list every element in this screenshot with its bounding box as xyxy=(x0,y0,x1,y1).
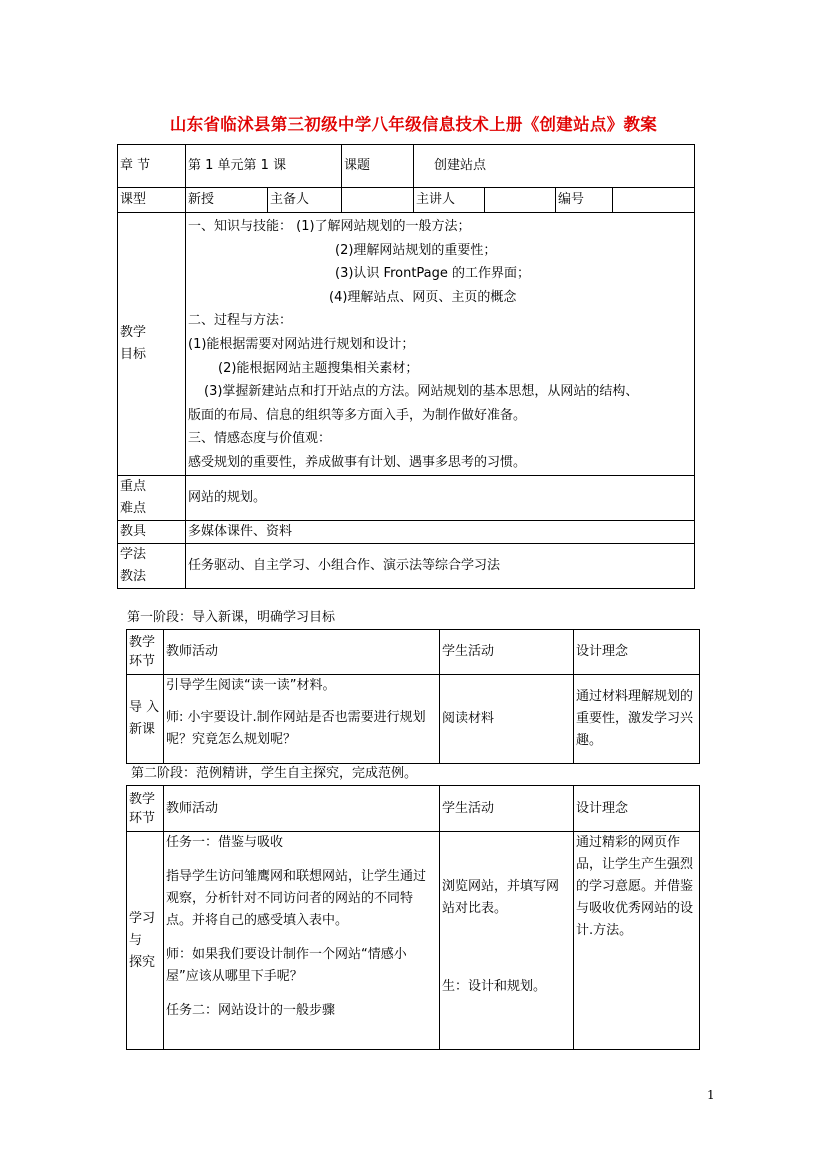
tools-value: 多媒体课件、资料 xyxy=(186,520,695,543)
row-stage: 学习 与 探究 xyxy=(127,832,164,1050)
stage2-row xyxy=(127,832,700,1050)
lecturer-value xyxy=(485,188,556,213)
chapter-value: 第 1 单元第 1 课 xyxy=(186,145,342,188)
teacher-activity: 任务一：借鉴与吸收 指导学生访问雏鹰网和联想网站，让学生通过观察，分析针对不同访问者的网站的不同特点。并将自己的感受填入表中。 师：如果我们要设计制作一个网站“情感小屋”应该从哪里下手呢？ 任务二：网站设计的一般步骤 xyxy=(164,832,440,1050)
goals-row xyxy=(118,213,695,476)
goal-line: (1)能根据需要对网站进行规划和设计； xyxy=(188,336,415,352)
goal-line: 感受规划的重要性，养成做事有计划、遇事多思考的习惯。 xyxy=(188,454,527,470)
lesson-info-table xyxy=(117,144,695,589)
number-label: 编号 xyxy=(556,188,613,213)
type-row xyxy=(118,188,695,213)
key-row xyxy=(118,475,695,520)
stage1-heading: 第一阶段：导入新课，明确学习目标 xyxy=(127,610,336,625)
goal-line: (2)能根据网站主题搜集相关素材； xyxy=(218,360,419,376)
prep-label: 主备人 xyxy=(268,188,342,213)
topic-label: 课题 xyxy=(342,145,414,188)
key-label: 重点 难点 xyxy=(118,475,186,520)
col-teacher: 教师活动 xyxy=(164,786,440,832)
col-student: 学生活动 xyxy=(440,786,574,832)
stage1-table xyxy=(126,629,700,764)
stage2-heading: 第二阶段：范例精讲，学生自主探究，完成范例。 xyxy=(131,766,418,781)
method-value: 任务驱动、自主学习、小组合作、演示法等综合学习法 xyxy=(186,543,695,588)
method-row xyxy=(118,543,695,588)
chapter-label: 章 节 xyxy=(118,145,186,188)
tools-label: 教具 xyxy=(118,520,186,543)
design-idea: 通过精彩的网页作品，让学生产生强烈的学习意愿。并借鉴与吸收优秀网站的设计.方法。 xyxy=(574,832,700,1050)
goals-label: 教学 目标 xyxy=(118,213,186,476)
col-design: 设计理念 xyxy=(574,786,700,832)
col-stage: 教学 环节 xyxy=(127,630,164,675)
col-teacher: 教师活动 xyxy=(164,630,440,675)
goal-line: (3)认识 FrontPage 的工作界面； xyxy=(335,266,531,282)
number-value xyxy=(613,188,695,213)
task2-label: 任务二：网站设计的一般步骤 xyxy=(166,1003,336,1018)
goal-line: 版面的布局、信息的组织等多方面入手，为制作做好准备。 xyxy=(188,407,527,423)
stage1-row xyxy=(127,675,700,764)
type-value: 新授 xyxy=(186,188,268,213)
row-stage: 导 入 新课 xyxy=(127,675,164,764)
lecturer-label: 主讲人 xyxy=(414,188,485,213)
col-design: 设计理念 xyxy=(574,630,700,675)
task1-label: 任务一：借鉴与吸收 xyxy=(166,835,284,850)
student-activity: 阅读材料 xyxy=(440,675,574,764)
goal-line: (4)理解站点、网页、主页的概念 xyxy=(329,289,517,305)
student-activity: 浏览网站，并填写网站对比表。 生：设计和规划。 xyxy=(440,832,574,1050)
page-number: 1 xyxy=(707,1088,715,1102)
col-student: 学生活动 xyxy=(440,630,574,675)
goals-content xyxy=(186,213,695,476)
teacher-activity: 引导学生阅读“读一读”材料。 师: 小宇要设计.制作网站是否也需要进行规划呢？究竟怎么规划呢？ xyxy=(164,675,440,764)
stage2-table xyxy=(126,785,700,1050)
topic-value: 创建站点 xyxy=(414,145,695,188)
goal-line: 二、过程与方法： xyxy=(188,313,293,329)
document-title: 山东省临沭县第三初级中学八年级信息技术上册《创建站点》教案 xyxy=(169,115,658,134)
key-value: 网站的规划。 xyxy=(186,475,695,520)
goal-line: 一、知识与技能： (1)了解网站规划的一般方法； xyxy=(188,219,471,234)
tools-row xyxy=(118,520,695,543)
goal-line: 三、情感态度与价值观： xyxy=(188,431,332,447)
col-stage: 教学 环节 xyxy=(127,786,164,832)
stage1-header-row xyxy=(127,630,700,675)
design-idea: 通过材料理解规划的重要性，激发学习兴趣。 xyxy=(574,675,700,764)
goal-line: (3)掌握新建站点和打开站点的方法。网站规划的基本思想，从网站的结构、 xyxy=(204,384,639,400)
stage2-header-row xyxy=(127,786,700,832)
method-label: 学法 教法 xyxy=(118,543,186,588)
chapter-row xyxy=(118,145,695,188)
prep-value xyxy=(342,188,414,213)
type-label: 课型 xyxy=(118,188,186,213)
goal-line: (2)理解网站规划的重要性； xyxy=(335,242,497,258)
